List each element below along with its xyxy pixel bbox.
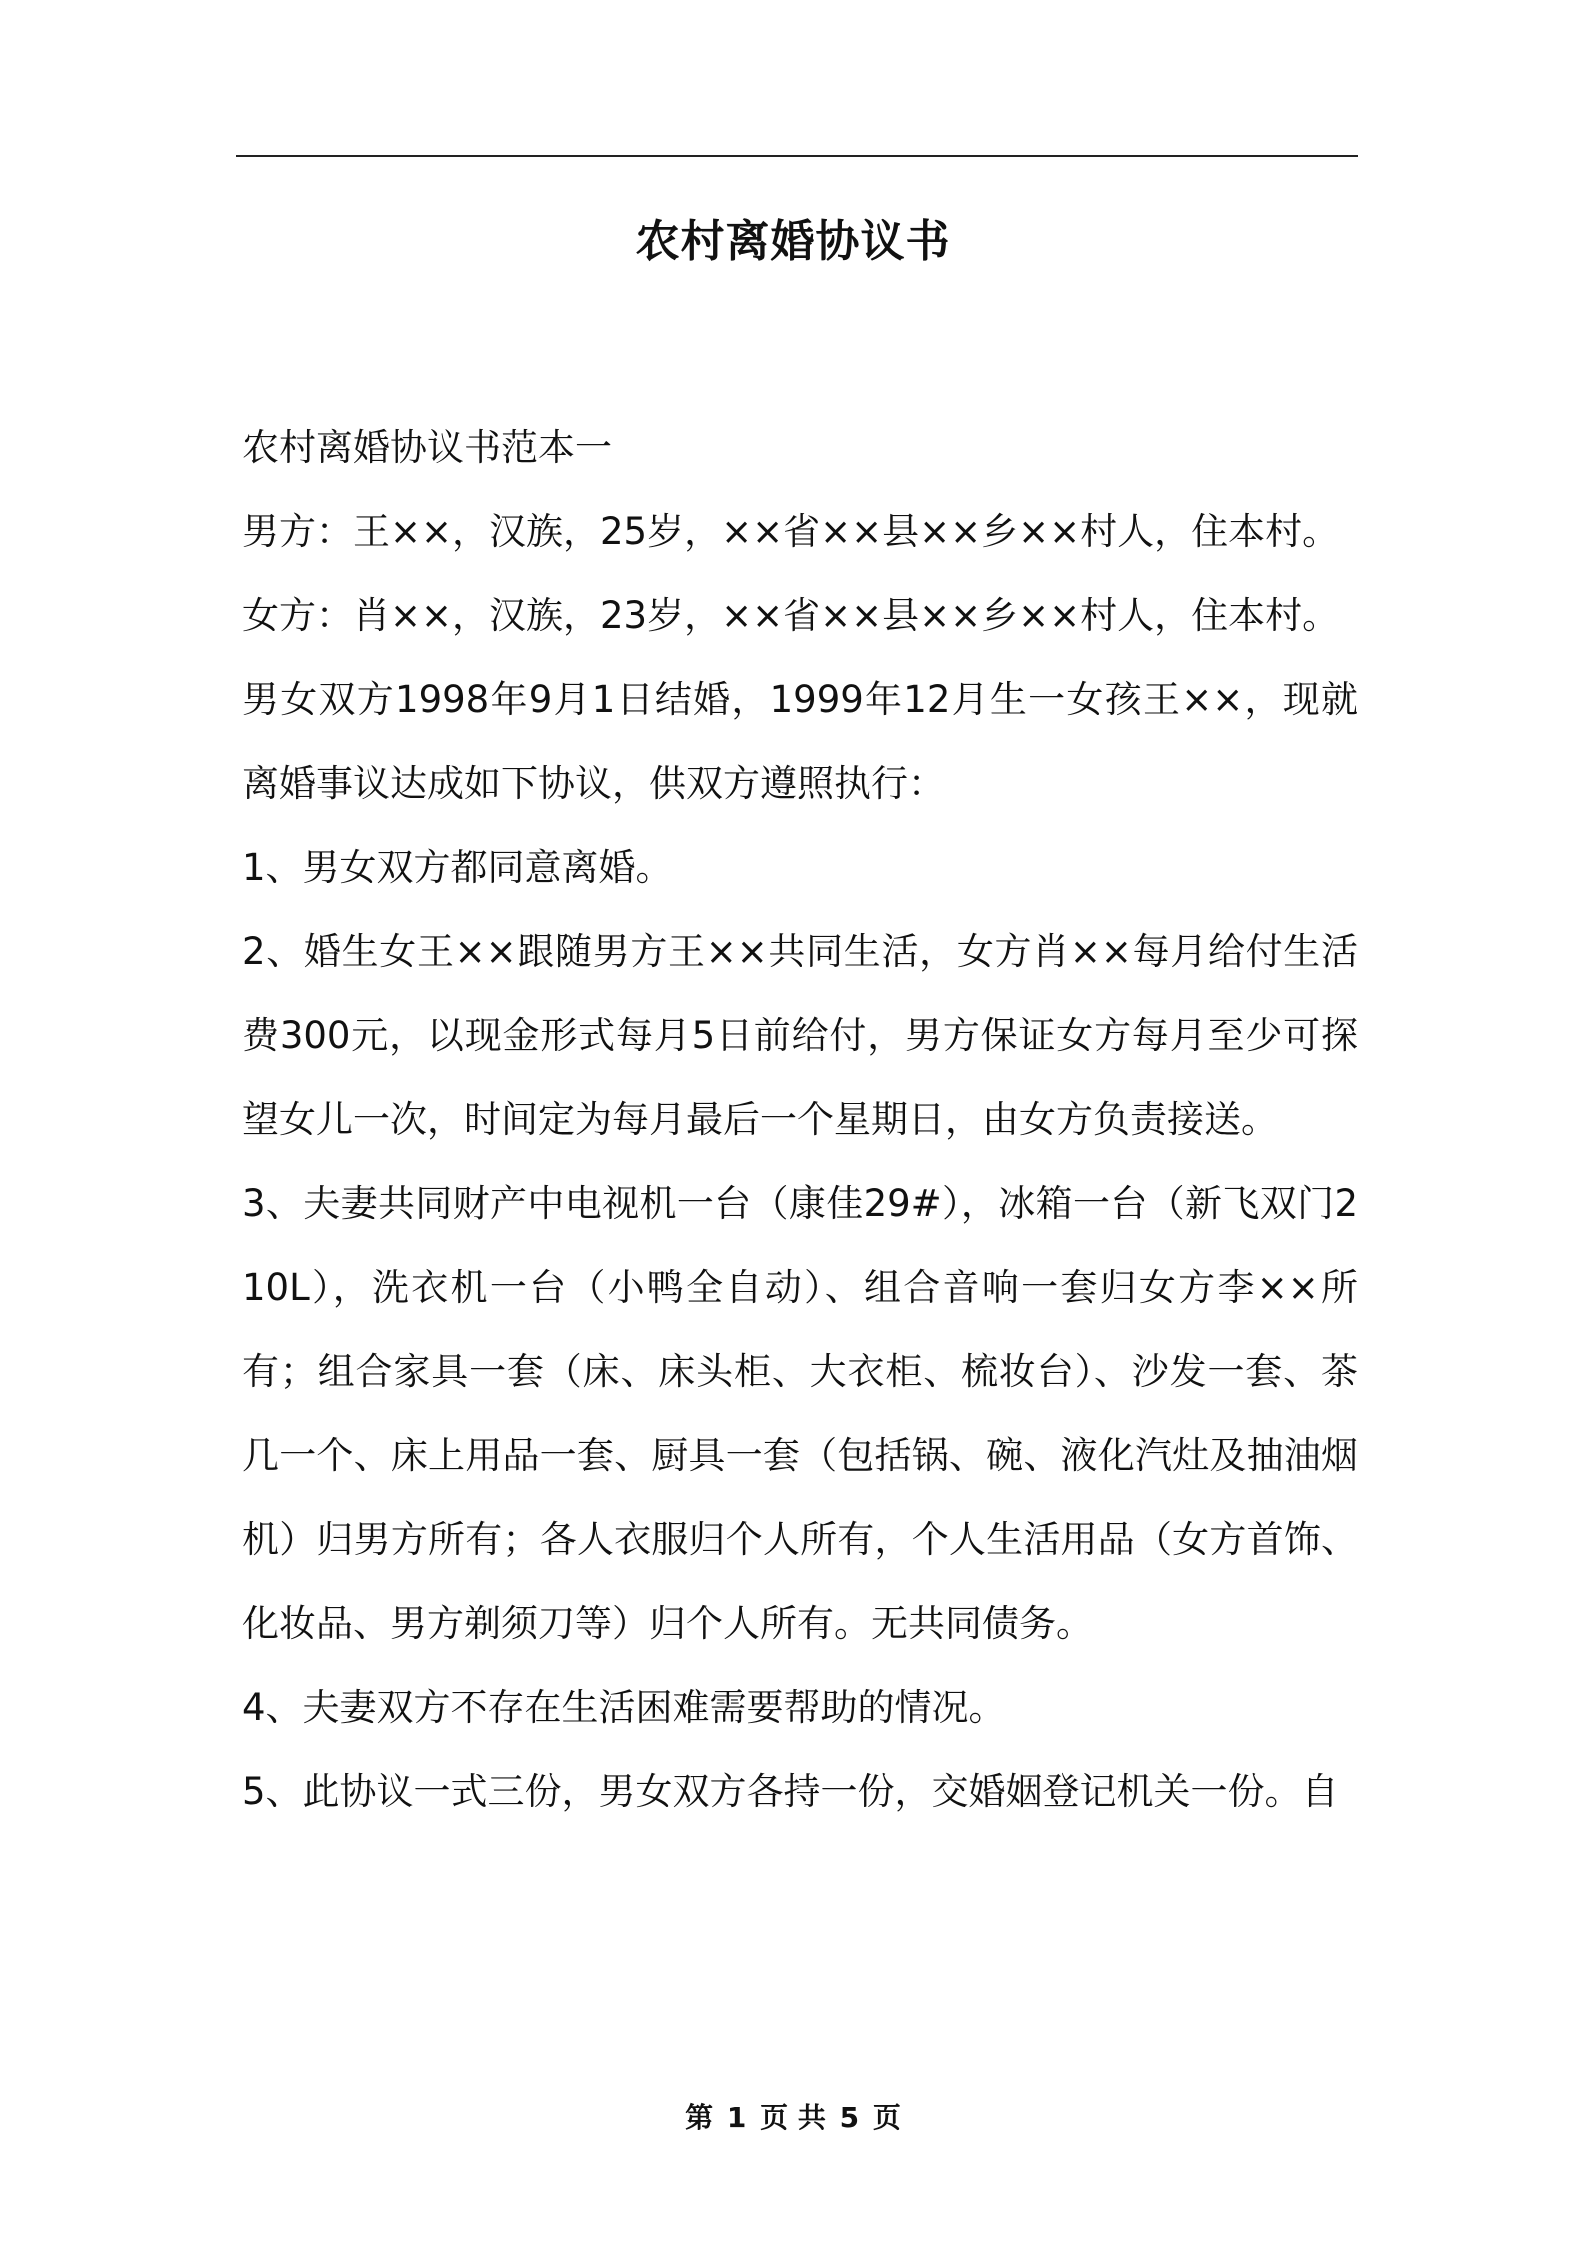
clause-3: 3、夫妻共同财产中电视机一台（康佳29#），冰箱一台（新飞双门210L），洗衣机一台（小鸭全自动）、组合音响一套归女方李××所有；组合家具一套（床、床头柜、大衣柜、梳妆台）、沙发一套、茶几一个、床上用品一套、厨具一套（包括锅、碗、液化汽灶及抽油烟机）归男方所有；各人衣服归个人所有，个人生活用品（女方首饰、化妆品、男方剃须刀等）归个人所有。无共同债务。 [242,1182,1358,1645]
document-title: 农村离婚协议书 [635,216,951,267]
clause-1: 1、男女双方都同意离婚。 [242,846,673,889]
footer-middle: 页 共 [760,2101,826,2134]
marriage-statement: 男女双方1998年9月1日结婚，1999年12月生一女孩王××，现就离婚事议达成如下协议，供双方遵照执行： [242,678,1358,805]
page-number-footer [0,2098,1586,2138]
clause-4: 4、夫妻双方不存在生活困难需要帮助的情况。 [242,1686,1006,1729]
party-female: 女方：肖××，汉族，23岁，××省××县××乡××村人，住本村。 [242,594,1340,637]
party-male: 男方：王××，汉族，25岁，××省××县××乡××村人，住本村。 [242,510,1340,553]
footer-prefix: 第 [685,2101,714,2134]
document-body [242,406,1358,1834]
current-page-number: 1 [726,2101,747,2134]
header-rule [236,155,1358,157]
clause-5: 5、此协议一式三份，男女双方各持一份，交婚姻登记机关一份。自 [242,1770,1339,1813]
total-pages-number: 5 [839,2101,860,2134]
clause-2: 2、婚生女王××跟随男方王××共同生活，女方肖××每月给付生活费300元，以现金形式每月5日前给付，男方保证女方每月至少可探望女儿一次，时间定为每月最后一个星期日，由女方负责接送。 [242,930,1358,1141]
footer-suffix: 页 [872,2101,901,2134]
section-heading: 农村离婚协议书范本一 [242,426,612,469]
